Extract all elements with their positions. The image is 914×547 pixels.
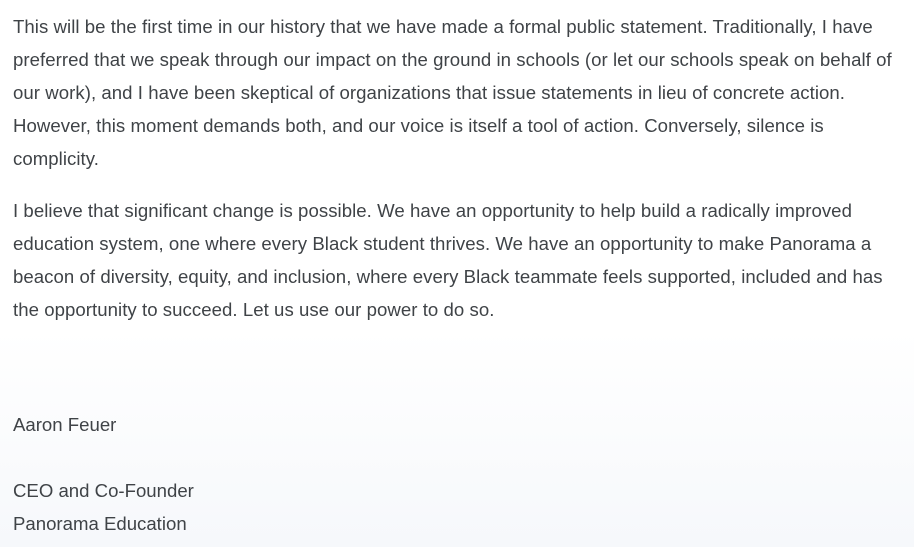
signature-title: CEO and Co-Founder [13,480,194,501]
statement-paragraph-1: This will be the first time in our history that we have made a formal public statement. Traditionally, I have preferred that we speak through our impact on the ground in schools (or let our schools speak on behalf of our work), and I have been skeptical of organizations that issue statements in lieu of concrete action. However, this moment demands both, and our voice is itself a tool of action. Conversely, silence is complicity. [13,16,892,169]
signature-name: Aaron Feuer [13,414,117,435]
signature-block [13,408,900,540]
statement-paragraph-2: I believe that significant change is possible. We have an opportunity to help build a radically improved education system, one where every Black student thrives. We have an opportunity to make Panorama a beacon of diversity, equity, and inclusion, where every Black teammate feels supported, included and has the opportunity to succeed. Let us use our power to do so. [13,200,883,320]
signature-organization: Panorama Education [13,513,187,534]
